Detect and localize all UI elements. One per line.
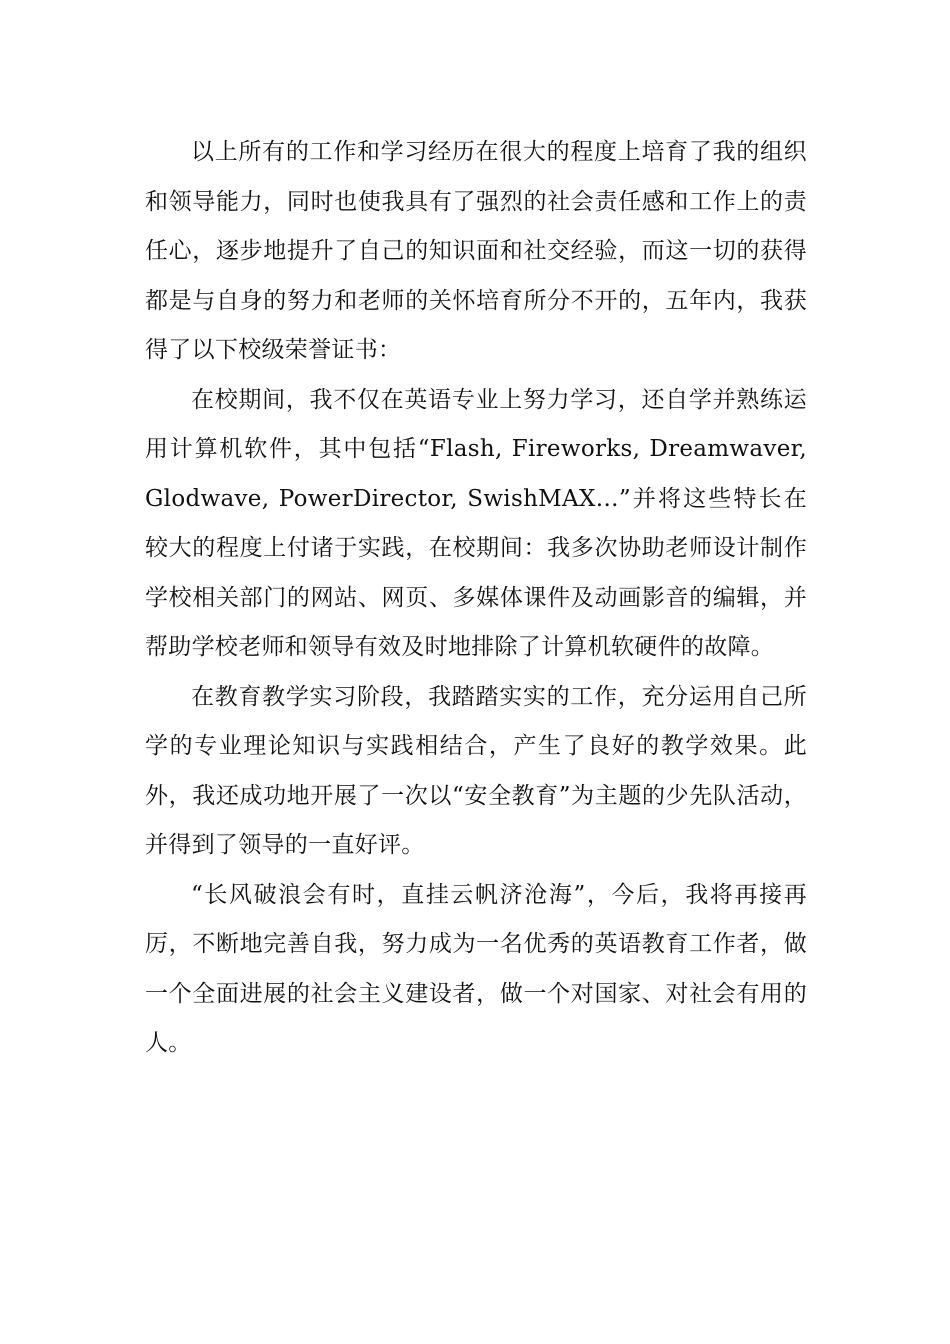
document-body — [145, 128, 807, 1069]
paragraph-2: 在校期间，我不仅在英语专业上努力学习，还自学并熟练运用计算机软件，其中包括“Flash, Fireworks, Dreamwaver, Glodwave, PowerDirector, SwishMAX…”并将这些特长在较大的程度上付诸于实践，在校期间：我多次协助老师设计制作学校相关部门的网站、网页、多媒体课件及动画影音的编辑，并帮助学校老师和领导有效及时地排除了计算机软硬件的故障。 — [145, 386, 807, 660]
paragraph-4: “长风破浪会有时，直挂云帆济沧海”，今后，我将再接再厉，不断地完善自我，努力成为一名优秀的英语教育工作者，做一个全面进展的社会主义建设者，做一个对国家、对社会有用的人。 — [145, 881, 807, 1056]
paragraph-3: 在教育教学实习阶段，我踏踏实实的工作，充分运用自己所学的专业理论知识与实践相结合，产生了良好的教学效果。此外，我还成功地开展了一次以“安全教育”为主题的少先队活动，并得到了领导的一直好评。 — [145, 683, 807, 858]
paragraph-1: 以上所有的工作和学习经历在很大的程度上培育了我的组织和领导能力，同时也使我具有了强烈的社会责任感和工作上的责任心，逐步地提升了自己的知识面和社交经验，而这一切的获得都是与自身的努力和老师的关怀培育所分不开的，五年内，我获得了以下校级荣誉证书： — [145, 139, 807, 363]
